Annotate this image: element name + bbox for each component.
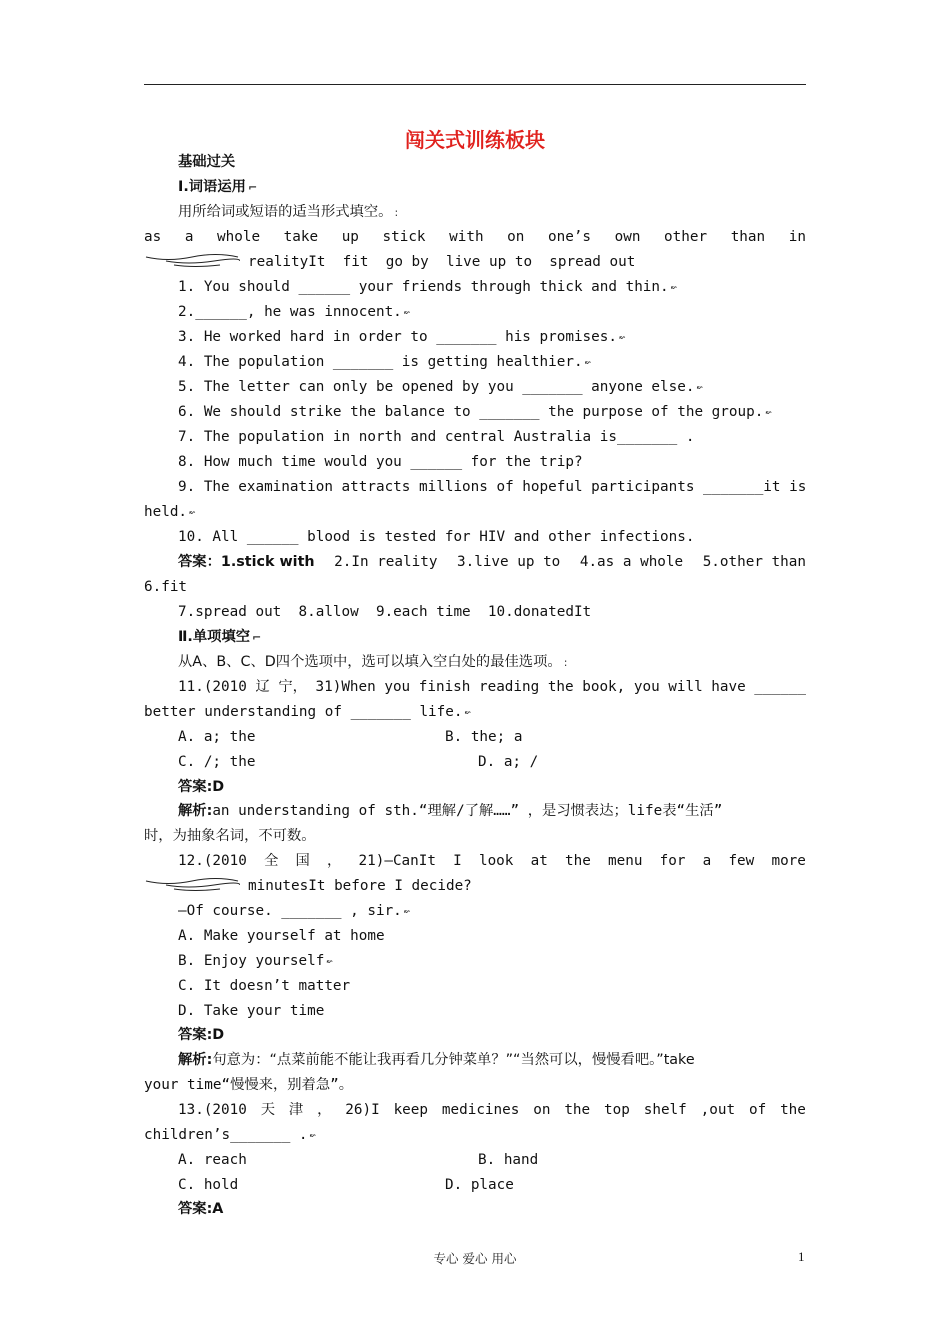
question-1: 1. You should ______ your friends through thick and thin. ↜ (178, 279, 678, 295)
q11-option-a: A. a; the (178, 729, 256, 745)
question-3: 3. He worked hard in order to _______ his promises. ↜ (178, 329, 626, 345)
question-9-cont: held. ↜ (144, 504, 196, 520)
q12-answer: 答案:D (178, 1027, 225, 1043)
question-4: 4. The population _______ is getting healthier. ↜ (178, 354, 592, 370)
word-bank-token: with (449, 229, 484, 245)
question-token: 天 (260, 1102, 276, 1118)
wave-mark (144, 878, 240, 892)
word-bank-token: take (283, 229, 319, 245)
question-token: keep (393, 1102, 429, 1118)
question-12-line-2: minutesIt before I decide? (248, 878, 472, 894)
q11-answer: 答案:D (178, 779, 225, 795)
word-bank-token: a (184, 229, 194, 245)
answer-item: 2.In reality (334, 554, 438, 570)
answer-line-2: 6.fit (144, 579, 188, 595)
wave-mark (144, 254, 240, 268)
question-token: ， (317, 1102, 332, 1118)
q12-analysis-2: your time“慢慢来，别着急”。 (144, 1077, 354, 1093)
question-token: menu (608, 853, 643, 869)
word-bank-token: one’s (547, 229, 592, 245)
question-token: 26)I (345, 1102, 380, 1118)
word-bank-token: own (614, 229, 641, 245)
question-token: finish (418, 679, 471, 695)
question-token: reading (478, 679, 540, 695)
question-token: 津 (288, 1102, 304, 1118)
question-token: I (453, 853, 462, 869)
question-token: few (728, 853, 755, 869)
answer-item: 4.as a whole (579, 554, 684, 570)
question-token: medicines (441, 1102, 520, 1118)
question-token: shelf (643, 1102, 687, 1118)
answer-label: 答案：1.stick with (178, 554, 315, 570)
question-token: 辽 (255, 679, 270, 695)
question-11-line-2: better understanding of _______ life. ↜ (144, 704, 472, 720)
word-bank-row-1 (144, 227, 806, 247)
page-footer: 专心 爱心 用心 (433, 1251, 517, 1266)
question-token: a (702, 853, 712, 869)
question-token: 21)—CanIt (358, 853, 436, 869)
question-13-line-2: children’s_______ . ↜ (144, 1127, 317, 1143)
word-bank-token: other (664, 229, 708, 245)
word-bank-token: stick (382, 229, 426, 245)
question-token: the (780, 1102, 806, 1118)
question-token: you (384, 679, 411, 695)
question-2: 2.______, he was innocent. ↜ (178, 304, 411, 320)
word-bank-row-2: realityIt fit go by live up to spread out (248, 254, 636, 270)
question-token: 全 (264, 853, 279, 869)
question-token: 宁， (278, 679, 307, 695)
question-token: on (533, 1102, 551, 1118)
question-10: 10. All ______ blood is tested for HIV and other infections. (178, 529, 695, 545)
word-bank-token: in (788, 229, 806, 245)
question-token: 31)When (315, 679, 376, 695)
question-token: of (748, 1102, 767, 1118)
question-6: 6. We should strike the balance to _______ the purpose of the group. ↜ (178, 404, 772, 420)
header-rule (144, 84, 806, 85)
q13-option-a: A. reach (178, 1152, 247, 1168)
answer-line-1 (178, 552, 806, 572)
answer-item: 5.other than (702, 554, 806, 570)
question-8: 8. How much time would you ______ for the trip? (178, 454, 583, 470)
question-token: the (547, 679, 574, 695)
question-token: look (478, 853, 514, 869)
page-number: 1 (798, 1249, 805, 1264)
question-token: 11.(2010 (178, 679, 247, 695)
q12-analysis-1: 解析:句意为：“点菜前能不能让我再看几分钟菜单？”“当然可以，慢慢看吧。”take (178, 1052, 695, 1068)
question-12-line-1 (178, 851, 806, 871)
section-heading: 基础过关 (178, 154, 236, 170)
part1-title: Ⅰ.词语运用 ⌐ (178, 179, 258, 195)
part2-title: Ⅱ.单项填空 ⌐ (178, 629, 262, 645)
question-token: more (771, 853, 806, 869)
q11-analysis-2: 时，为抽象名词，不可数。 (144, 828, 316, 844)
question-token: 国 (295, 853, 310, 869)
question-token: ______ (754, 679, 806, 695)
question-token: have (711, 679, 746, 695)
word-bank-token: whole (217, 229, 261, 245)
question-token: book, (582, 679, 626, 695)
question-token: 12.(2010 (178, 853, 247, 869)
q11-analysis-1: 解析:an understanding of sth.“理解/了解……” ，是习惯表达；life表“生活” (178, 803, 723, 819)
word-bank-token: on (507, 229, 525, 245)
q12-option-d: D. Take your time (178, 1003, 325, 1019)
word-bank-token: than (730, 229, 766, 245)
q11-option-d: D. a; / (478, 754, 539, 770)
q11-option-c: C. /; the (178, 754, 256, 770)
question-token: the (564, 1102, 591, 1118)
q12-option-b: B. Enjoy yourself ↜ (178, 953, 333, 969)
question-11-line-1 (178, 677, 806, 697)
part1-instruction: 用所给词或短语的适当形式填空。 : (178, 204, 399, 220)
question-token: 13.(2010 (178, 1102, 247, 1118)
question-token: top (604, 1102, 630, 1118)
q13-answer: 答案:A (178, 1201, 224, 1217)
part2-instruction: 从A、B、C、D四个选项中，选可以填入空白处的最佳选项。 : (178, 654, 568, 670)
q11-option-b: B. the; a (445, 729, 523, 745)
answer-line-3: 7.spread out 8.allow 9.each time 10.donatedIt (178, 604, 592, 620)
q13-option-d: D. place (445, 1177, 514, 1193)
question-token: the (565, 853, 591, 869)
question-13-line-1 (178, 1100, 806, 1120)
question-5: 5. The letter can only be opened by you _______ anyone else. ↜ (178, 379, 704, 395)
word-bank-token: up (341, 229, 359, 245)
question-9: 9. The examination attracts millions of hopeful participants _______it is (178, 479, 807, 495)
question-token: for (659, 853, 686, 869)
word-bank-token: as (144, 229, 162, 245)
q12-option-a: A. Make yourself at home (178, 928, 385, 944)
question-12-line-3: —Of course. _______ , sir. ↜ (178, 903, 411, 919)
page-title: 闯关式训练板块 (405, 128, 545, 152)
question-token: you (633, 679, 660, 695)
q13-option-c: C. hold (178, 1177, 239, 1193)
question-token: at (530, 853, 548, 869)
question-token: ,out (700, 1102, 736, 1118)
question-token: ， (327, 853, 342, 869)
question-7: 7. The population in north and central Australia is_______ . (178, 429, 695, 445)
q13-option-b: B. hand (478, 1152, 539, 1168)
answer-item: 3.live up to (457, 554, 561, 570)
q12-option-c: C. It doesn’t matter (178, 978, 351, 994)
question-token: will (668, 679, 703, 695)
